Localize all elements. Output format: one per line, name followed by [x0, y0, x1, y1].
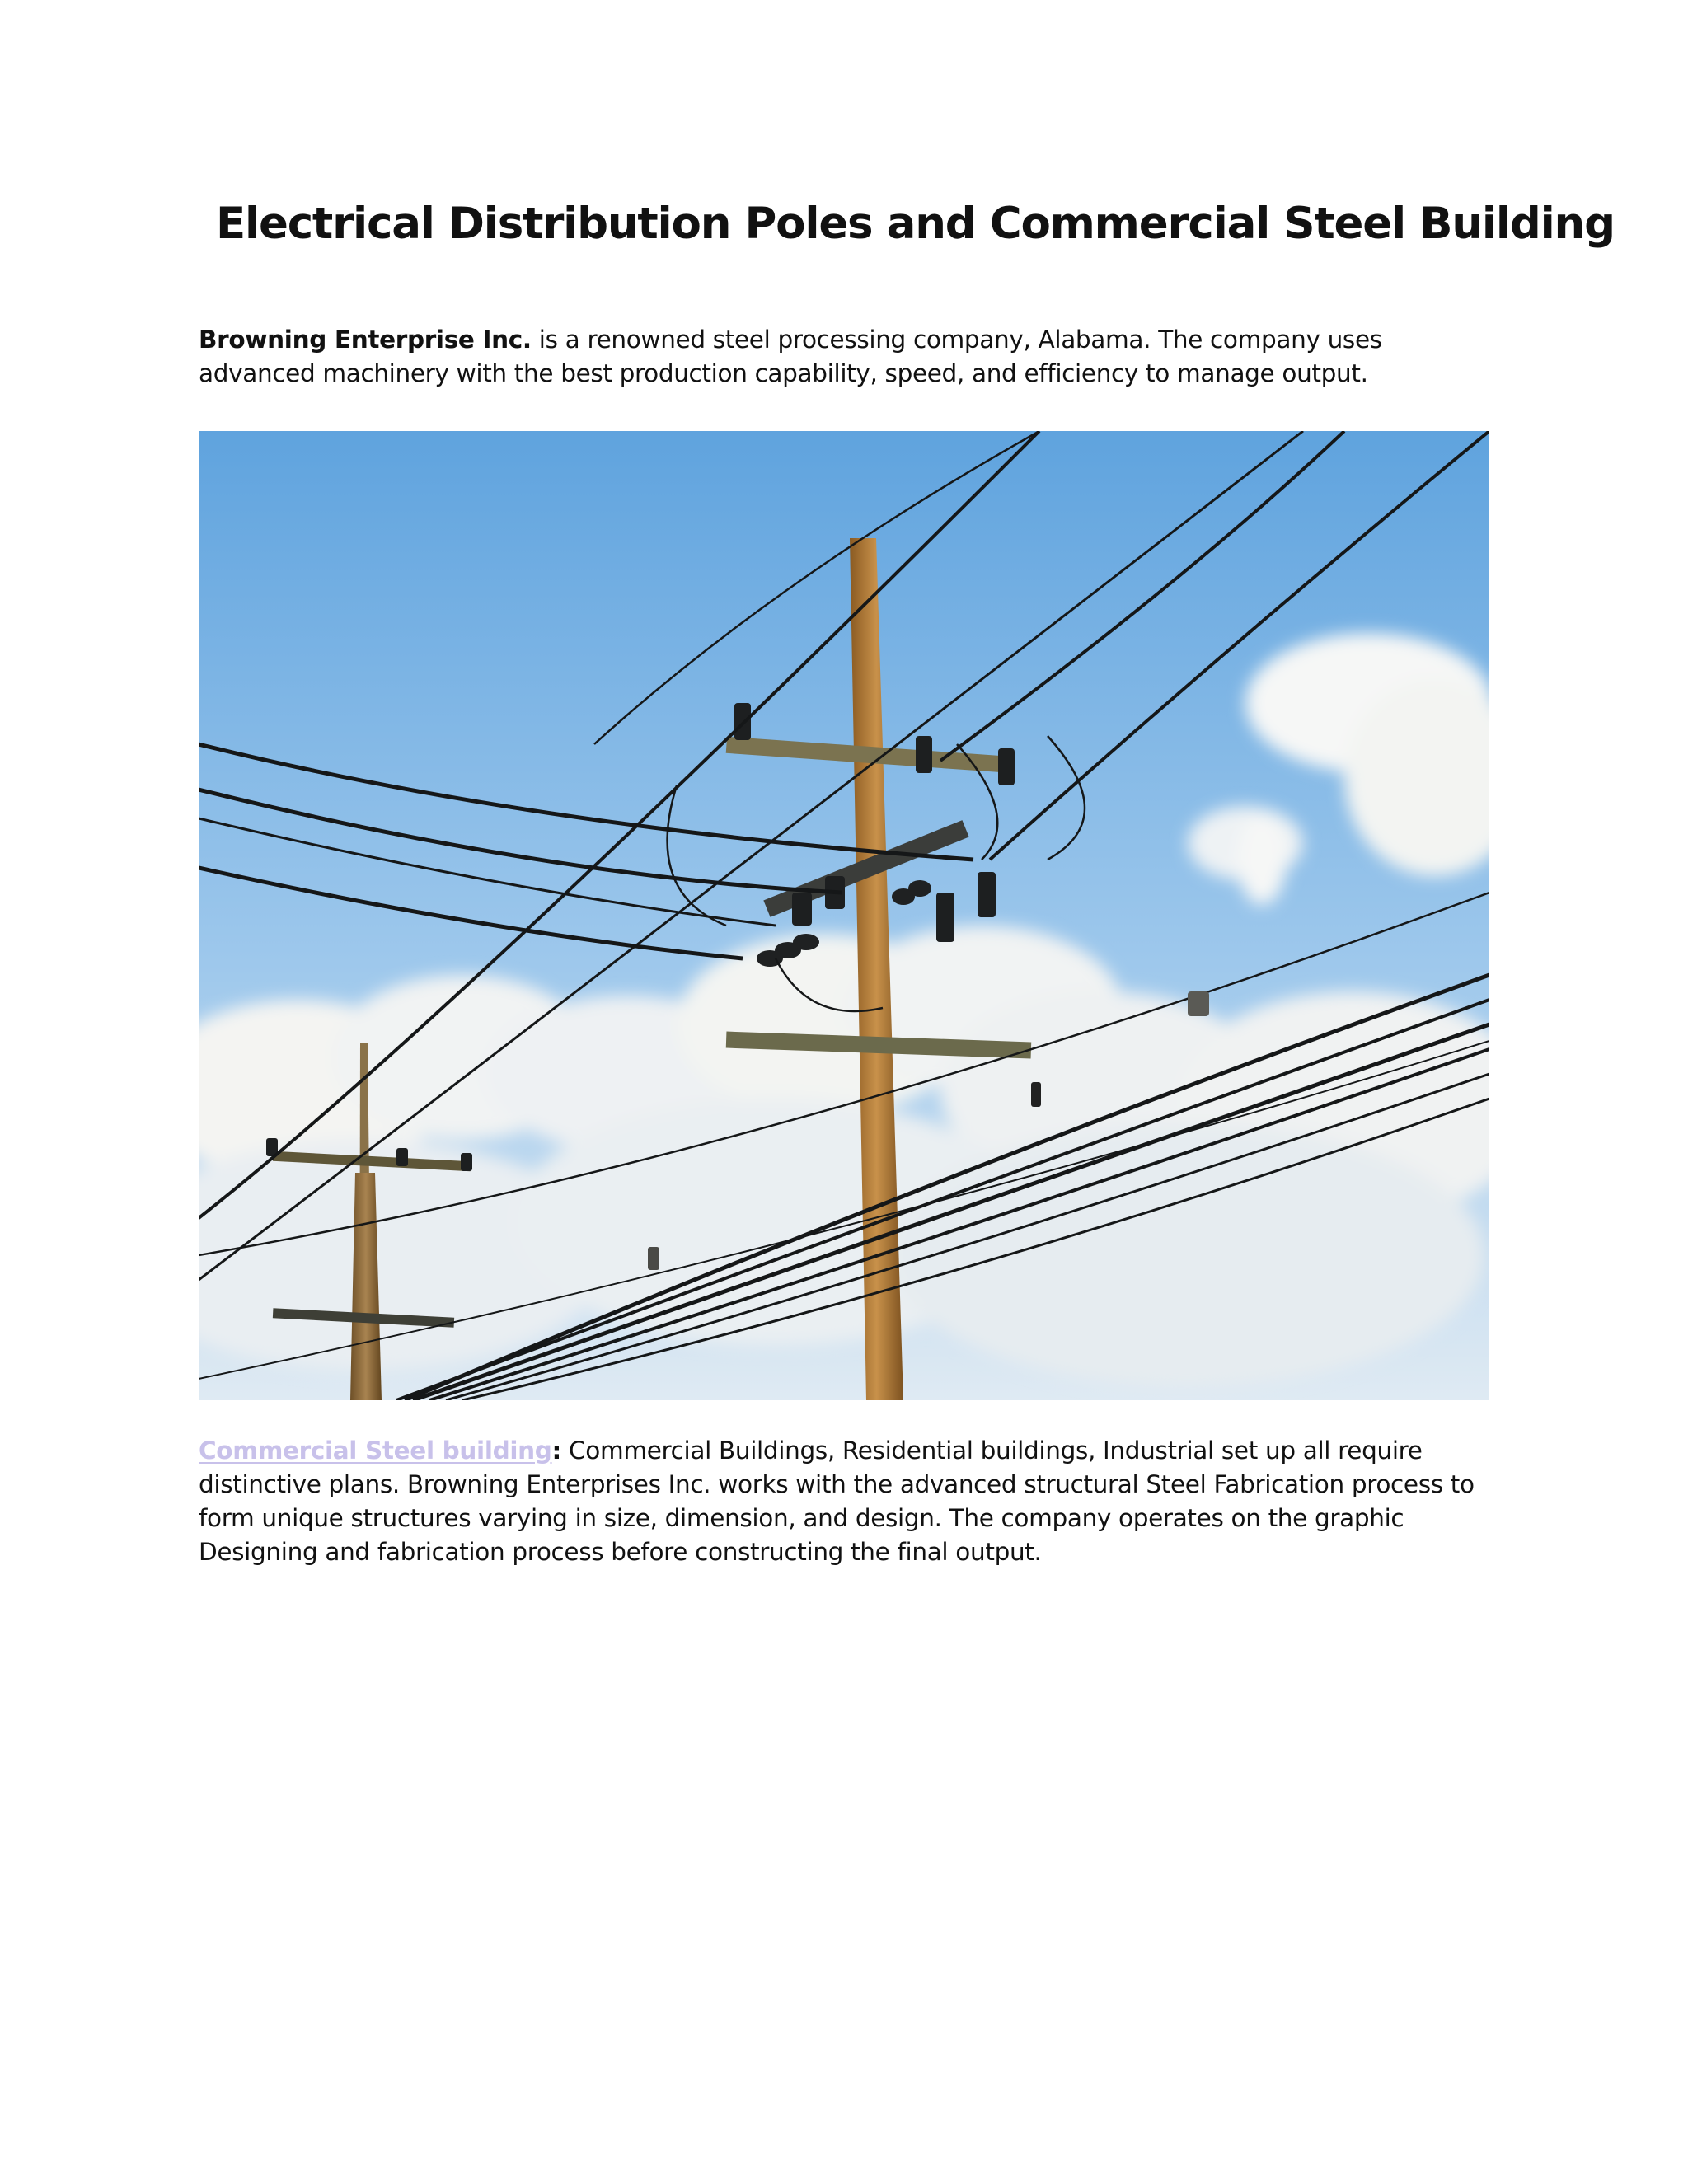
page-title: Electrical Distribution Poles and Commercial Steel Building — [216, 199, 1615, 249]
commercial-steel-text: Commercial Buildings, Residential buildings, Industrial set up all require distinctive plans. Browning Enterprises Inc. works with the advanced structural Steel Fabrication process to form unique structures varying in size, dimension, and design. The company operates on the graphic Designing and fabrication process before constructing the final output. — [199, 1436, 1475, 1566]
commercial-steel-paragraph — [199, 1434, 1484, 1569]
company-name: Browning Enterprise Inc. — [199, 326, 532, 354]
intro-text: is a renowned steel processing company, Alabama. The company uses advanced machinery with the best production capability, speed, and efficiency to manage output. — [199, 326, 1382, 387]
power-lines-photo — [199, 431, 1489, 1400]
intro-paragraph — [199, 323, 1484, 391]
link-colon: : — [551, 1436, 561, 1465]
commercial-steel-building-link[interactable]: Commercial Steel building — [199, 1436, 552, 1465]
